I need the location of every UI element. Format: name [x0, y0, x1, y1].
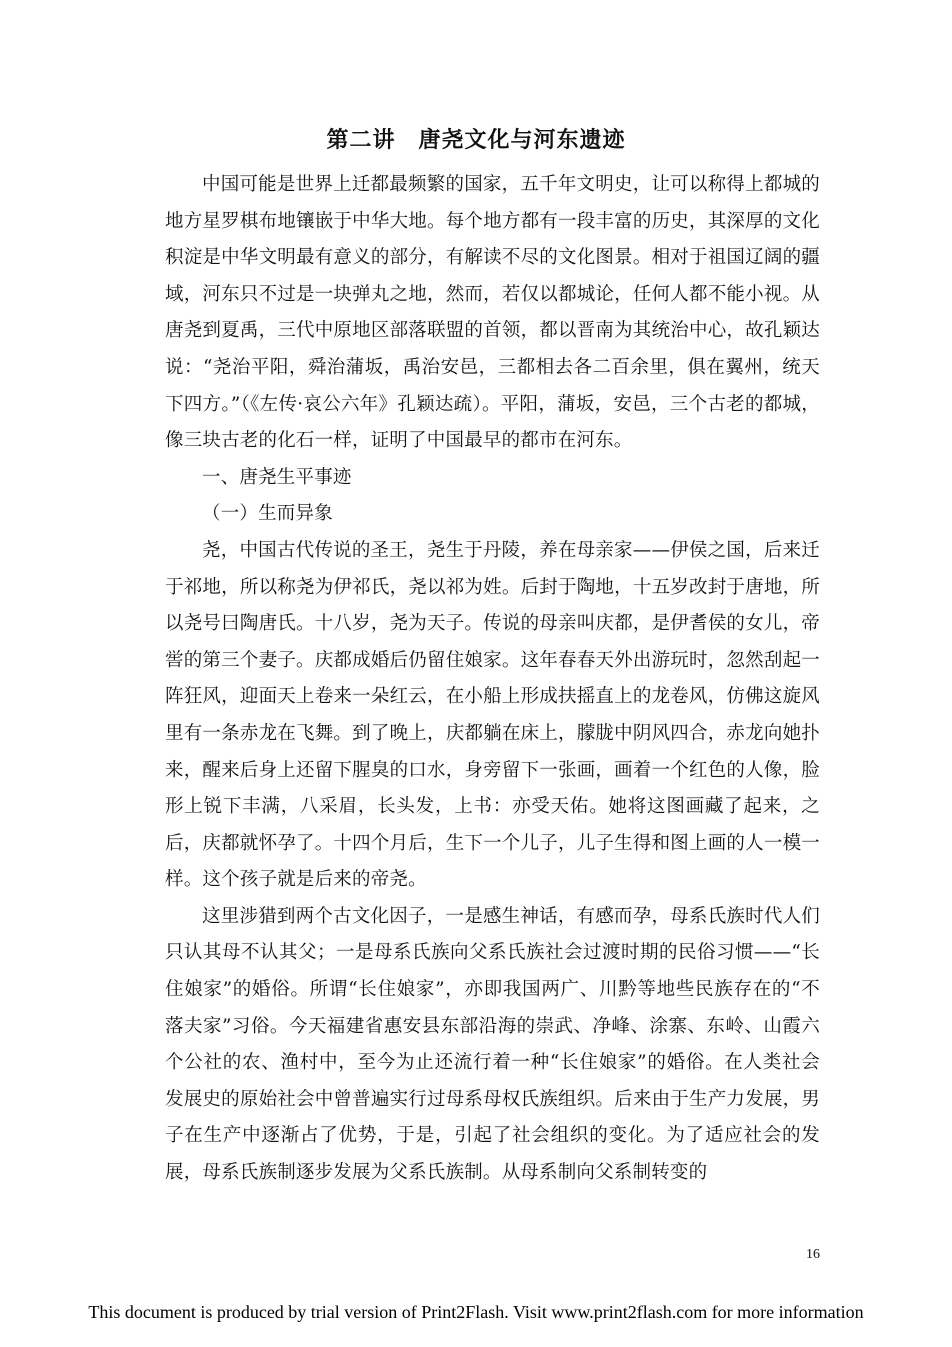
paragraph-cultural-factors: 这里涉猎到两个古文化因子，一是感生神话，有感而孕，母系氏族时代人们只认其母不认其父；一是母系氏族向父系氏族社会过渡时期的民俗习惯——“长住娘家”的婚俗。所谓“长住娘家”，亦即我国两广、川黔等地些民族存在的“不落夫家”习俗。今天福建省惠安县东部沿海的崇武、净峰、涂寨、东岭、山霞六个公社的农、渔村中，至今为止还流行着一种“长住娘家”的婚俗。在人类社会发展史的原始社会中曾普遍实行过母系母权氏族组织。后来由于生产力发展，男子在生产中逐渐占了优势，于是，引起了社会组织的变化。为了适应社会的发展，母系氏族制逐步发展为父系氏族制。从母系制向父系制转变的 — [165, 905, 820, 1184]
section-heading: 一、唐尧生平事迹 — [202, 466, 352, 488]
chapter-title: 第二讲 唐尧文化与河东遗迹 — [326, 127, 626, 153]
paragraph-intro: 中国可能是世界上迁都最频繁的国家，五千年文明史，让可以称得上都城的地方星罗棋布地镶嵌于中华大地。每个地方都有一段丰富的历史，其深厚的文化积淀是中华文明最有意义的部分，有解读不尽的文化图景。相对于祖国辽阔的疆域，河东只不过是一块弹丸之地，然而，若仅以都城论，任何人都不能小视。从唐尧到夏禹，三代中原地区部落联盟的首领，都以晋南为其统治中心，故孔颖达说：“尧治平阳，舜治蒲坂，禹治安邑，三都相去各二百余里，俱在翼州，统天下四方。”（《左传·哀公六年》孔颖达疏）。平阳，蒲坂，安邑，三个古老的都城，像三块古老的化石一样，证明了中国最早的都市在河东。 — [165, 174, 820, 452]
body-text — [165, 167, 820, 1192]
page-number: 16 — [806, 1247, 820, 1262]
subsection-heading: （一）生而异象 — [202, 503, 333, 525]
trial-version-notice: This document is produced by trial version of Print2Flash. Visit www.print2flash.com for more information — [88, 1302, 864, 1322]
paragraph-yao-birth: 尧，中国古代传说的圣王，尧生于丹陵，养在母亲家——伊侯之国，后来迁于祁地，所以称尧为伊祁氏，尧以祁为姓。后封于陶地，十五岁改封于唐地，所以尧号曰陶唐氏。十八岁，尧为天子。传说的母亲叫庆都，是伊耆侯的女儿，帝喾的第三个妻子。庆都成婚后仍留住娘家。这年春春天外出游玩时，忽然刮起一阵狂风，迎面天上卷来一朵红云，在小船上形成扶摇直上的龙卷风，仿佛这旋风里有一条赤龙在飞舞。到了晚上，庆都躺在床上，朦胧中阴风四合，赤龙向她扑来，醒来后身上还留下腥臭的口水，身旁留下一张画，画着一个红色的人像，脸形上锐下丰满，八采眉，长头发，上书：亦受天佑。她将这图画藏了起来，之后，庆都就怀孕了。十四个月后，生下一个儿子，儿子生得和图上画的人一模一样。这个孩子就是后来的帝尧。 — [165, 539, 820, 891]
